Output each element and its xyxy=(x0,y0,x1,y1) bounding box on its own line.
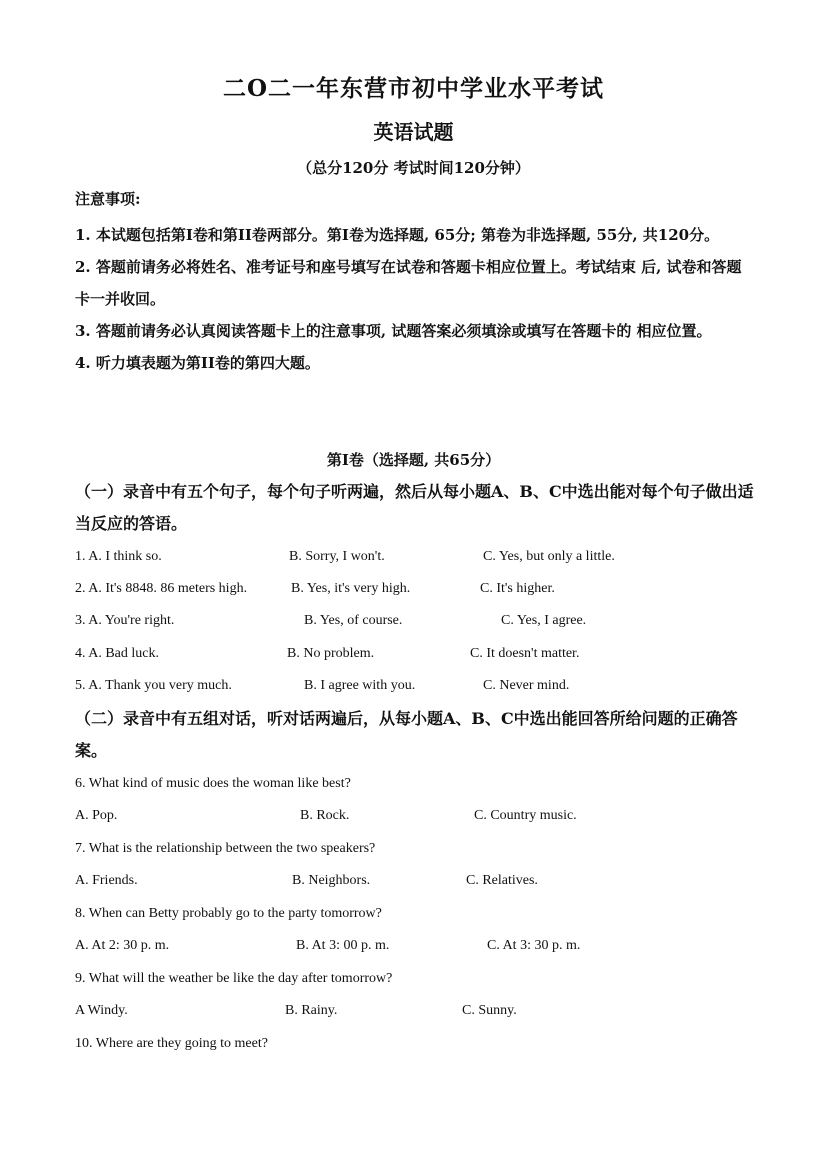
option-b: B. No problem. xyxy=(287,646,375,661)
option-c: C. Yes, but only a little. xyxy=(483,549,615,564)
option-a: 3. A. You're right. xyxy=(75,613,175,628)
option-b: B. Sorry, I won't. xyxy=(289,549,385,564)
option-b: B. I agree with you. xyxy=(304,678,416,693)
option-c: C. Relatives. xyxy=(466,873,538,888)
note-item: 2. 答题前请务必将姓名、准考证号和座号填写在试卷和答题卡相应位置上。考试结束 后, 试卷和答题卡一并收回。 xyxy=(75,258,742,308)
option-c: C. Country music. xyxy=(474,808,577,823)
section1-instruction: （一）录音中有五个句子，每个句子听两遍，然后从每小题A、B、C中选出能对每个句子做出适当反应的答语。 xyxy=(75,482,754,533)
section2-instruction: （二）录音中有五组对话，听对话两遍后，从每小题A、B、C中选出能回答所给问题的正确答案。 xyxy=(75,709,738,760)
option-a: A. At 2: 30 p. m. xyxy=(75,938,170,953)
question-options xyxy=(0,873,827,893)
option-b: B. Neighbors. xyxy=(292,873,371,888)
question-row xyxy=(0,549,827,569)
option-b: B. At 3: 00 p. m. xyxy=(296,938,390,953)
question-options xyxy=(0,1003,827,1023)
question-options xyxy=(0,938,827,958)
note-item: 1. 本试题包括第I卷和第II卷两部分。第I卷为选择题, 65分; 第卷为非选择题, 55分, 共120分。 xyxy=(75,226,720,244)
part1-heading: 第I卷（选择题, 共65分） xyxy=(326,451,501,469)
notes-block xyxy=(75,187,755,379)
question-stem: 6. What kind of music does the woman like best? xyxy=(75,776,351,791)
option-c: C. At 3: 30 p. m. xyxy=(487,938,581,953)
question-row xyxy=(0,646,827,666)
question-stem: 8. When can Betty probably go to the party tomorrow? xyxy=(75,906,382,921)
question-stem: 7. What is the relationship between the two speakers? xyxy=(75,841,376,856)
option-b: B. Rainy. xyxy=(285,1003,338,1018)
question-options xyxy=(0,808,827,828)
question-row xyxy=(0,581,827,601)
question-row xyxy=(0,678,827,698)
option-a: 2. A. It's 8848. 86 meters high. xyxy=(75,581,248,596)
question-row xyxy=(0,613,827,633)
option-c: C. Yes, I agree. xyxy=(501,613,587,628)
question-stem: 10. Where are they going to meet? xyxy=(75,1036,268,1051)
note-item: 3. 答题前请务必认真阅读答题卡上的注意事项, 试题答案必须填涂或填写在答题卡的 相应位置。 xyxy=(75,322,712,340)
note-item: 4. 听力填表题为第II卷的第四大题。 xyxy=(75,354,320,372)
option-c: C. Sunny. xyxy=(462,1003,517,1018)
exam-title: 二O二一年东营市初中学业水平考试 xyxy=(222,75,605,102)
option-b: B. Rock. xyxy=(300,808,350,823)
notes-heading: 注意事项: xyxy=(75,190,141,208)
option-b: B. Yes, it's very high. xyxy=(291,581,411,596)
option-a: 5. A. Thank you very much. xyxy=(75,678,232,693)
exam-subtitle: 英语试题 xyxy=(373,120,454,144)
option-b: B. Yes, of course. xyxy=(304,613,403,628)
option-c: C. It's higher. xyxy=(480,581,555,596)
option-a: 4. A. Bad luck. xyxy=(75,646,159,661)
option-a: 1. A. I think so. xyxy=(75,549,162,564)
score-note: （总分120分 考试时间120分钟） xyxy=(297,159,530,177)
option-c: C. It doesn't matter. xyxy=(470,646,580,661)
question-stem: 9. What will the weather be like the day after tomorrow? xyxy=(75,971,393,986)
option-c: C. Never mind. xyxy=(483,678,570,693)
option-a: A Windy. xyxy=(75,1003,128,1018)
option-a: A. Pop. xyxy=(75,808,118,823)
option-a: A. Friends. xyxy=(75,873,138,888)
